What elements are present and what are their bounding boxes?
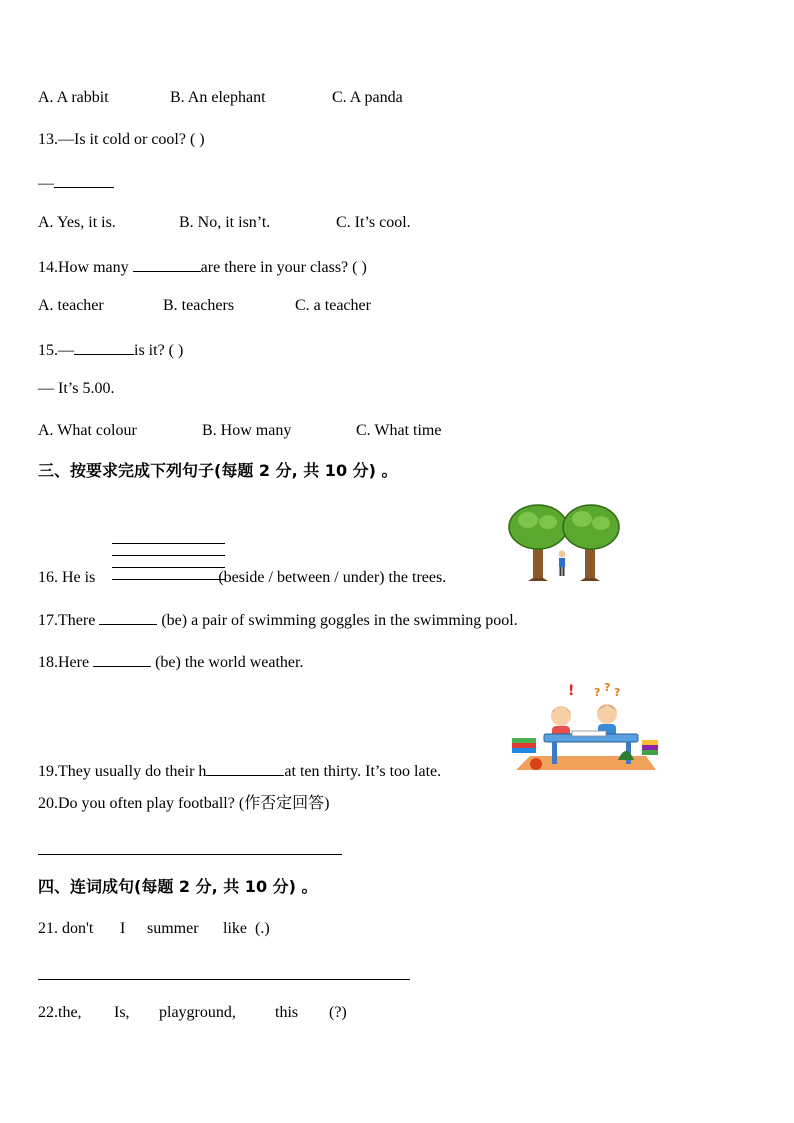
q14-num: 14.How many: [38, 259, 129, 276]
q19-start: 19.They usually do their h: [38, 763, 207, 780]
q17-rest: (be) a pair of swimming goggles in the swimming pool.: [161, 612, 518, 629]
q19-stem: [38, 759, 441, 782]
section3-heading: 三、按要求完成下列句子(每题 2 分, 共 10 分) 。: [38, 461, 398, 480]
q21-word-3: summer: [147, 920, 199, 937]
q16-answer-line-2[interactable]: [112, 555, 225, 556]
q13-reply: [38, 171, 114, 194]
q13-option-b: B. No, it isn’t.: [179, 214, 271, 231]
q14-options: [38, 296, 371, 316]
q17-stem: [38, 608, 518, 631]
q14-stem: [38, 255, 367, 278]
q22-word-1: 22.the,: [38, 1004, 82, 1021]
girl-head: [551, 706, 571, 726]
q21-word-5: (.): [255, 920, 270, 937]
q13-options: [38, 213, 411, 233]
q15-option-c: C. What time: [356, 422, 442, 439]
q22-words: [38, 1003, 347, 1023]
q15-reply: — It’s 5.00.: [38, 380, 115, 397]
q14-rest: are there in your class? ( ): [200, 259, 367, 276]
svg-text:?: ?: [604, 682, 611, 694]
q14-option-c: C. a teacher: [295, 297, 371, 314]
q12-option-b: B. An elephant: [170, 89, 266, 106]
q22-word-4: this: [275, 1004, 299, 1021]
q13-reply-dash: —: [38, 175, 54, 192]
q19-blank[interactable]: [206, 759, 284, 776]
svg-text:?: ?: [614, 686, 621, 699]
q14-blank[interactable]: [133, 255, 201, 272]
boy-head: [559, 551, 566, 558]
boy-body: [559, 558, 565, 567]
q14-option-a: A. teacher: [38, 297, 104, 314]
q20-answer-line[interactable]: [38, 854, 342, 855]
q15-option-b: B. How many: [202, 422, 292, 439]
q22-word-3: playground,: [159, 1004, 236, 1021]
q16-start: 16. He is: [38, 569, 96, 586]
q13-option-a: A. Yes, it is.: [38, 214, 116, 231]
q21-word-4: like: [223, 920, 247, 937]
q18-rest: (be) the world weather.: [155, 654, 304, 671]
q22-word-5: (?): [329, 1004, 347, 1021]
q21-word-2: I: [120, 920, 126, 937]
q15-blank[interactable]: [74, 338, 134, 355]
q21-words: [38, 919, 270, 939]
svg-text:?: ?: [594, 686, 601, 699]
q16-answer-line-1[interactable]: [112, 543, 225, 544]
q12-options: [38, 88, 403, 108]
right-tree-crown: [563, 505, 619, 549]
boy-head: [597, 704, 617, 724]
kids-study-picture: [506, 682, 660, 776]
open-book: [572, 731, 606, 736]
q18-stem: [38, 650, 303, 673]
trees-picture: [506, 502, 622, 582]
q17-blank[interactable]: [99, 608, 157, 625]
q14-option-b: B. teachers: [163, 297, 235, 314]
section4-heading: 四、连词成句(每题 2 分, 共 10 分) 。: [38, 877, 318, 896]
q12-option-a: A. A rabbit: [38, 89, 109, 106]
left-tree-crown: [509, 505, 567, 549]
svg-text:!: !: [568, 683, 575, 699]
q13-stem: 13.—Is it cold or cool? ( ): [38, 131, 205, 148]
q15-rest: is it? ( ): [134, 342, 184, 359]
q15-stem: [38, 338, 183, 361]
q16-rest: (beside / between / under) the trees.: [218, 569, 447, 586]
q12-option-c: C. A panda: [332, 89, 403, 106]
q15-num: 15.—: [38, 342, 74, 359]
q15-option-a: A. What colour: [38, 422, 137, 439]
q22-word-2: Is,: [114, 1004, 130, 1021]
q20-stem: 20.Do you often play football? (作否定回答): [38, 795, 330, 812]
q21-word-1: 21. don't: [38, 920, 94, 937]
q16-stem: [38, 568, 446, 588]
q18-start: 18.Here: [38, 654, 90, 671]
q21-answer-line[interactable]: [38, 979, 410, 980]
q18-blank[interactable]: [93, 650, 151, 667]
q17-start: 17.There: [38, 612, 96, 629]
q19-rest: at ten thirty. It’s too late.: [284, 763, 442, 780]
q15-options: [38, 421, 441, 441]
q13-option-c: C. It’s cool.: [336, 214, 411, 231]
q13-answer-blank[interactable]: [54, 171, 114, 188]
